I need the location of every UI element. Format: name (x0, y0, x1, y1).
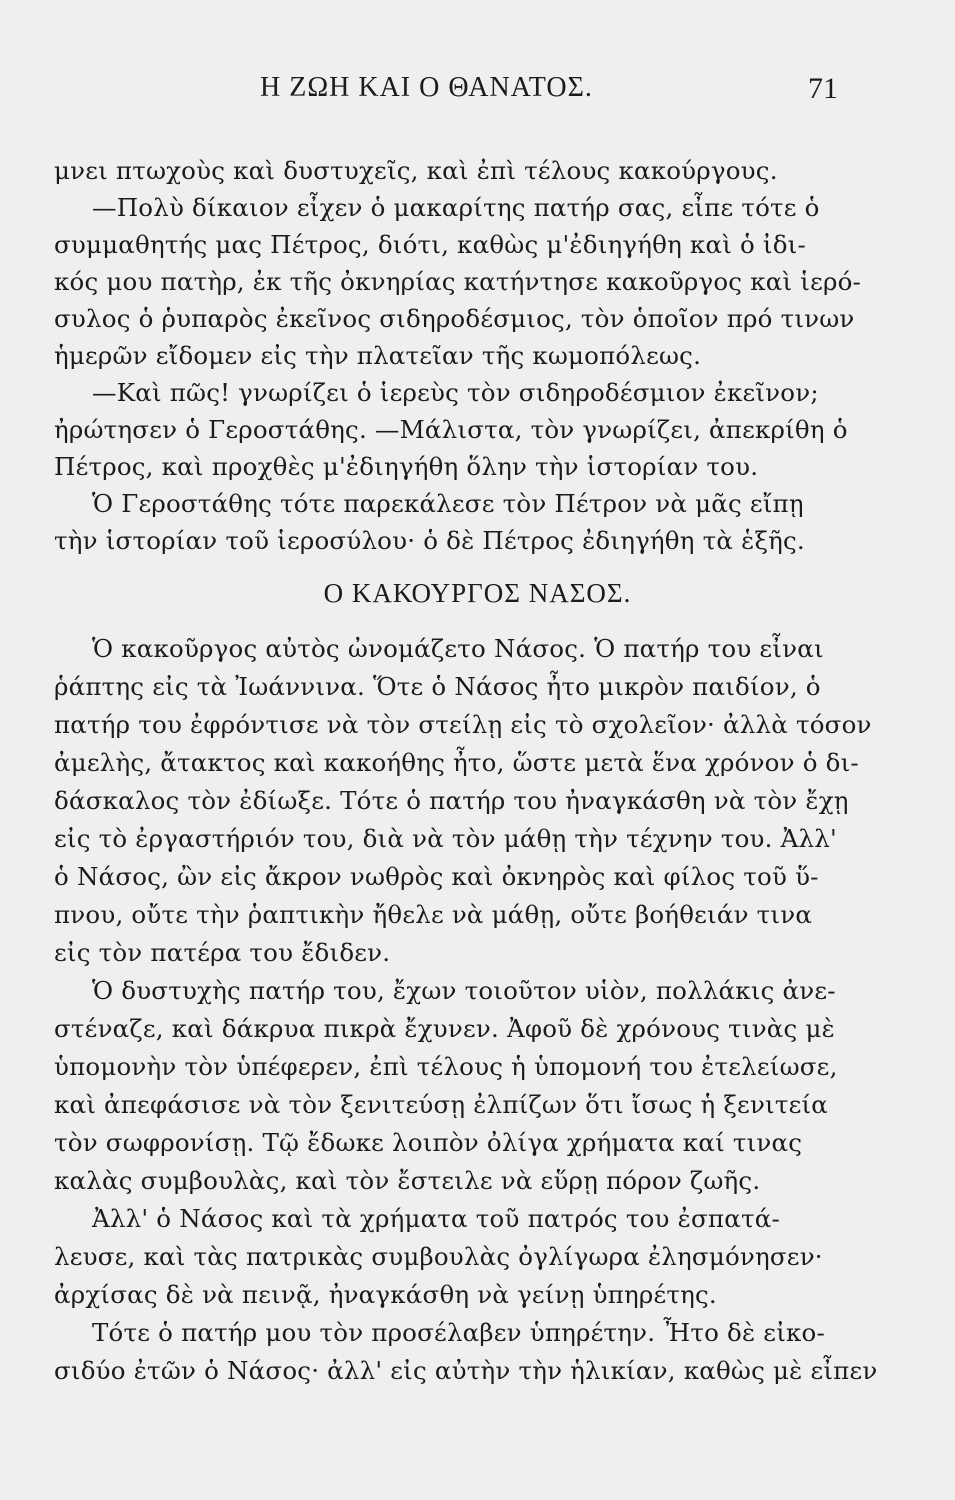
section-title: Ο ΚΑΚΟΥΡΓΟΣ ΝΑΣΟΣ. (323, 578, 632, 608)
text-line: πνου, οὔτε τὴν ῥαπτικὴν ἤθελε νὰ μάθῃ, οὔτε βοήθειάν τινα (54, 900, 813, 929)
text-line: Τότε ὁ πατήρ μου τὸν προσέλαβεν ὑπηρέτην. Ἦτο δὲ εἰκο- (92, 1318, 825, 1347)
text-line: λευσε, καὶ τὰς πατρικὰς συμβουλὰς ὀγλίγωρα ἐλησμόνησεν· (54, 1242, 823, 1271)
text-line: Πέτρος, καὶ προχθὲς μ'ἐδιηγήθη ὅλην τὴν ἱστορίαν του. (54, 452, 759, 481)
text-line: ῥάπτης εἰς τὰ Ἰωάννινα. Ὅτε ὁ Νάσος ἦτο μικρὸν παιδίον, ὁ (54, 672, 821, 701)
text-line: ὑπομονὴν τὸν ὑπέφερεν, ἐπὶ τέλους ἡ ὑπομονή του ἐτελείωσε, (54, 1052, 838, 1081)
text-line: ἀρχίσας δὲ νὰ πεινᾷ, ἠναγκάσθη νὰ γείνῃ ὑπηρέτης. (54, 1280, 717, 1309)
text-line: Ὁ δυστυχὴς πατήρ του, ἔχων τοιοῦτον υἱὸν, πολλάκις ἀνε- (92, 976, 836, 1005)
text-line: ὁ Νάσος, ὢν εἰς ἄκρον νωθρὸς καὶ ὀκνηρὸς καὶ φίλος τοῦ ὕ- (54, 862, 819, 891)
text-line: καὶ ἀπεφάσισε νὰ τὸν ξενιτεύσῃ ἐλπίζων ὅτι ἴσως ἡ ξενιτεία (54, 1090, 829, 1119)
text-line: κός μου πατὴρ, ἐκ τῆς ὀκνηρίας κατήντησε κακοῦργος καὶ ἱερό- (54, 267, 861, 296)
text-line: στέναζε, καὶ δάκρυα πικρὰ ἔχυνεν. Ἀφοῦ δὲ χρόνους τινὰς μὲ (54, 1014, 835, 1043)
text-line: σιδύο ἐτῶν ὁ Νάσος· ἀλλ' εἰς αὐτὴν τὴν ἡλικίαν, καθὼς μὲ εἶπεν (54, 1356, 878, 1385)
running-head (0, 72, 955, 112)
text-line: τὴν ἱστορίαν τοῦ ἱεροσύλου· ὁ δὲ Πέτρος ἐδιηγήθη τὰ ἑξῆς. (54, 526, 805, 555)
text-line: μνει πτωχοὺς καὶ δυστυχεῖς, καὶ ἐπὶ τέλους κακούργους. (54, 156, 778, 185)
text-line: Ἀλλ' ὁ Νάσος καὶ τὰ χρήματα τοῦ πατρός του ἐσπατά- (92, 1204, 780, 1233)
text-line: δάσκαλος τὸν ἐδίωξε. Τότε ὁ πατήρ του ἠναγκάσθη νὰ τὸν ἔχῃ (54, 786, 849, 815)
text-line: εἰς τὸν πατέρα του ἔδιδεν. (54, 938, 391, 967)
text-line: Ὁ Γεροστάθης τότε παρεκάλεσε τὸν Πέτρον νὰ μᾶς εἴπῃ (92, 489, 804, 518)
page-number: 71 (808, 72, 838, 105)
text-line: πατήρ του ἐφρόντισε νὰ τὸν στείλῃ εἰς τὸ σχολεῖον· ἀλλὰ τόσον (54, 710, 872, 739)
text-line: ἀμελὴς, ἄτακτος καὶ κακοήθης ἦτο, ὥστε μετὰ ἕνα χρόνον ὁ δι- (54, 748, 859, 777)
text-line: ἡμερῶν εἴδομεν εἰς τὴν πλατεῖαν τῆς κωμοπόλεως. (54, 341, 702, 370)
running-title: Η ΖΩΗ ΚΑΙ Ο ΘΑΝΑΤΟΣ. (260, 72, 593, 103)
text-line: —Πολὺ δίκαιον εἶχεν ὁ μακαρίτης πατήρ σας, εἶπε τότε ὁ (92, 193, 820, 222)
text-line: εἰς τὸ ἐργαστήριόν του, διὰ νὰ τὸν μάθῃ τὴν τέχνην του. Ἀλλ' (54, 824, 837, 853)
text-line: τὸν σωφρονίσῃ. Τῷ ἔδωκε λοιπὸν ὀλίγα χρήματα καί τινας (54, 1128, 803, 1157)
text-line: συμμαθητής μας Πέτρος, διότι, καθὼς μ'ἐδιηγήθη καὶ ὁ ἰδι- (54, 230, 806, 259)
text-line: —Καὶ πῶς! γνωρίζει ὁ ἱερεὺς τὸν σιδηροδέσμιον ἐκεῖνον; (92, 378, 819, 407)
text-line: ἠρώτησεν ὁ Γεροστάθης. —Μάλιστα, τὸν γνωρίζει, ἀπεκρίθη ὁ (54, 415, 848, 444)
text-line: καλὰς συμβουλὰς, καὶ τὸν ἔστειλε νὰ εὕρῃ πόρον ζωῆς. (54, 1166, 761, 1195)
text-line: Ὁ κακοῦργος αὐτὸς ὠνομάζετο Νάσος. Ὁ πατήρ του εἶναι (92, 634, 824, 663)
text-line: συλος ὁ ῥυπαρὸς ἐκεῖνος σιδηροδέσμιος, τὸν ὁποῖον πρό τινων (54, 304, 855, 333)
